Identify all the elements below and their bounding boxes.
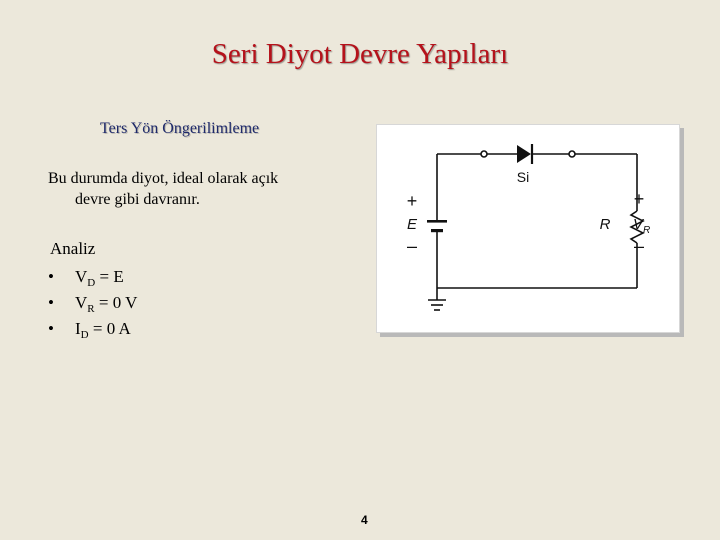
quantity-symbol: V (75, 267, 88, 286)
source-minus-sign: – (406, 236, 418, 256)
voltage-plus-sign: + (633, 189, 645, 209)
circuit-diagram (376, 124, 680, 333)
terminal-right (569, 151, 575, 157)
resistor-label: R (599, 216, 611, 233)
circuit-svg (377, 125, 679, 332)
quantity-symbol: V (75, 293, 88, 312)
quantity-value: = 0 A (88, 319, 131, 338)
voltage-subscript: R (643, 225, 651, 236)
bullet-icon: • (48, 267, 54, 286)
quantity-subscript: R (87, 303, 95, 315)
analysis-list (44, 264, 137, 342)
page-number: 4 (361, 513, 368, 527)
list-item (44, 316, 137, 342)
slide-title: Seri Diyot Devre Yapıları (211, 38, 509, 70)
terminal-left (481, 151, 487, 157)
battery-short-plate (431, 229, 443, 232)
source-label: E (406, 216, 418, 233)
analysis-heading: Analiz (50, 239, 96, 258)
description-line-1: Bu durumda diyot, ideal olarak açık (48, 170, 279, 187)
quantity-value: = 0 V (94, 293, 138, 312)
source-plus-sign: + (406, 191, 418, 211)
quantity-symbol: I (75, 319, 81, 338)
description-line-2: devre gibi davranır. (75, 191, 200, 208)
quantity-subscript: D (80, 329, 89, 341)
voltage-minus-sign: – (633, 236, 645, 256)
description-text (48, 168, 348, 210)
diode-label: Si (516, 169, 530, 185)
list-item (44, 290, 137, 316)
bullet-icon: • (48, 319, 54, 338)
quantity-value: = E (95, 267, 124, 286)
bullet-icon: • (48, 293, 54, 312)
slide-subtitle: Ters Yön Öngerilimleme (100, 120, 260, 137)
battery-long-plate (427, 220, 447, 223)
quantity-subscript: D (87, 277, 96, 289)
diode-icon (517, 145, 531, 163)
voltage-symbol: V (633, 216, 644, 233)
list-item (44, 264, 137, 290)
